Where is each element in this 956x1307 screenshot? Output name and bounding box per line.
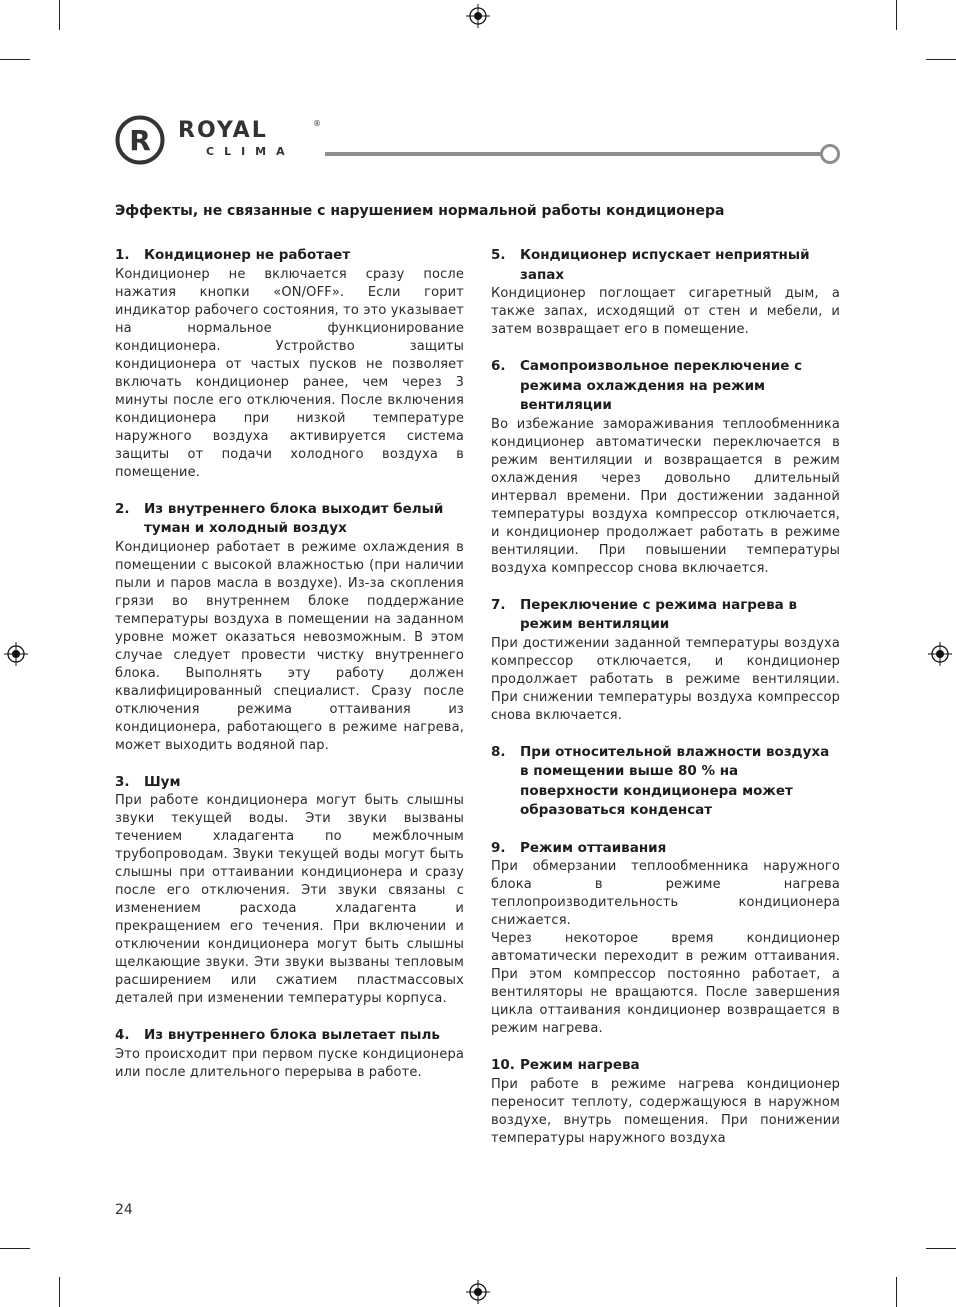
section-number: 2.: [115, 500, 130, 517]
section-title: Режим оттаивания: [520, 839, 667, 856]
crop-mark: [896, 1277, 897, 1307]
section-noise: [115, 773, 464, 1009]
brand-rule-end-icon: [820, 144, 840, 164]
crop-mark: [0, 59, 30, 60]
brand-subtitle: CLIMA: [206, 145, 295, 158]
page-title: Эффекты, не связанные с нарушением нормальной работы кондиционера: [115, 203, 725, 219]
registration-mark-icon: [466, 4, 490, 28]
brand-rule: [325, 152, 822, 156]
section-number: 3.: [115, 773, 130, 790]
section-body: Кондиционер работает в режиме охлаждения в помещении с высокой влажностью (при наличии пыли и паров масла в воздухе). Из-за скопления грязи во внутреннем блоке поддержание температуры воздуха в помещении на заданном уровне может оказаться невозможным. В этом случае следует провести чистку внутреннего блока. Выполнять эту работу должен квалифицированный специалист. Сразу после отключения режима оттаивания из кондиционера, работающего в режиме нагрева, может выходить водяной пар.: [115, 539, 464, 753]
section-title: Режим нагрева: [520, 1057, 640, 1073]
section-body: Кондиционер поглощает сигаретный дым, а также запах, исходящий от стен и мебели, и затем возвращает его в помещение.: [491, 286, 840, 337]
royal-clima-logo-icon: [115, 115, 165, 165]
registration-mark-icon: [928, 642, 952, 666]
crop-mark: [59, 1277, 60, 1307]
crop-mark: [59, 0, 60, 30]
section-number: 6.: [491, 358, 506, 374]
section-title: Из внутреннего блока выходит белый туман и холодный воздух: [144, 500, 444, 536]
section-body: Это происходит при первом пуске кондиционера или после длительного перерыва в работе.: [115, 1046, 464, 1080]
section-title: Переключение с режима нагрева в режим вентиляции: [520, 596, 797, 632]
section-defrost: [491, 839, 840, 1039]
section-body: Во избежание замораживания теплообменника кондиционер автоматически переключается в режим вентиляции и возвращается в режим охлаждения через довольно длительный интервал времени. При достижении заданной температуры воздуха компрессор отключается, и кондиционер продолжает работать в режиме вентиляции. При повышении температуры воздуха компрессор снова включается.: [491, 416, 840, 576]
section-cool-to-fan: [491, 357, 840, 578]
svg-text:R: R: [129, 124, 151, 157]
crop-mark: [926, 59, 956, 60]
section-smell: [491, 246, 840, 339]
page-number: 24: [115, 1202, 133, 1218]
section-number: 8.: [491, 743, 506, 760]
section-number: 9.: [491, 839, 506, 856]
section-number: 1.: [115, 247, 130, 263]
registered-mark: ®: [313, 119, 321, 128]
section-not-working: [115, 246, 464, 482]
crop-mark: [926, 1248, 956, 1249]
section-condensate: [491, 743, 840, 821]
section-title: Кондиционер испускает неприятный запах: [520, 247, 810, 283]
registration-mark-icon: [466, 1280, 490, 1304]
section-body-continued: Через некоторое время кондиционер автоматически переходит в режим оттаивания. При этом компрессор постоянно работает, а вентиляторы не вращаются. После завершения цикла оттаивания кондиционер возвращается в режим нагрева.: [491, 931, 840, 1036]
section-white-fog: [115, 500, 464, 755]
section-number: 4.: [115, 1027, 130, 1043]
section-body: При обмерзании теплообменника наружного блока в режиме нагрева теплопроизводительность кондиционера снижается.: [491, 859, 840, 928]
section-title: Самопроизвольное переключение с режима охлаждения на режим вентиляции: [520, 358, 803, 413]
section-number: 7.: [491, 596, 506, 613]
section-title: Кондиционер не работает: [144, 247, 351, 263]
section-number: 10.: [491, 1057, 515, 1073]
section-title: Из внутреннего блока вылетает пыль: [144, 1027, 440, 1043]
section-body: При работе в режиме нагрева кондиционер переносит теплоту, содержащуюся в наружном воздухе, внутрь помещения. При понижении температуры наружного воздуха: [491, 1076, 840, 1146]
registration-mark-icon: [4, 642, 28, 666]
section-dust: [115, 1026, 464, 1082]
crop-mark: [0, 1248, 30, 1249]
section-body: При работе кондиционера могут быть слышны звуки текущей воды. Эти звуки вызваны течением хладагента по межблочным трубопроводам. Звуки текущей воды могут быть слышны при оттаивании кондиционера и сразу после его отключения. Эти звуки связаны с изменением расхода хладагента и прекращением его течения. При включении и отключении кондиционера могут быть слышны щелкающие звуки. Эти звуки вызваны тепловым расширением или сжатием пластмассовых деталей при изменении температуры корпуса.: [115, 793, 464, 1006]
section-title: При относительной влажности воздуха в помещении выше 80 % на поверхности кондиционера может образоваться конденсат: [520, 743, 830, 818]
right-column: [491, 246, 840, 1166]
section-body: Кондиционер не включается сразу после нажатия кнопки «ON/OFF». Если горит индикатор рабочего состояния, то это указывает на нормальное функционирование кондиционера. Устройство защиты кондиционера от частых пусков не позволяет включать кондиционер ранее, чем через 3 минуты после его отключения. После включения кондиционера при низкой температуре наружного воздуха активируется система защиты от подачи холодного воздуха в помещение.: [115, 266, 464, 480]
brand-logo: [115, 115, 325, 165]
crop-mark: [896, 0, 897, 30]
brand-name: ROYAL: [178, 118, 268, 143]
section-body: При достижении заданной температуры воздуха компрессор отключается, и кондиционер продолжает работать в режиме вентиляции. При снижении температуры воздуха компрессор снова включается.: [491, 635, 840, 723]
section-number: 5.: [491, 247, 506, 263]
section-title: Шум: [144, 773, 181, 790]
section-heating: [491, 1056, 840, 1148]
section-heat-to-fan: [491, 596, 840, 725]
left-column: [115, 246, 464, 1100]
